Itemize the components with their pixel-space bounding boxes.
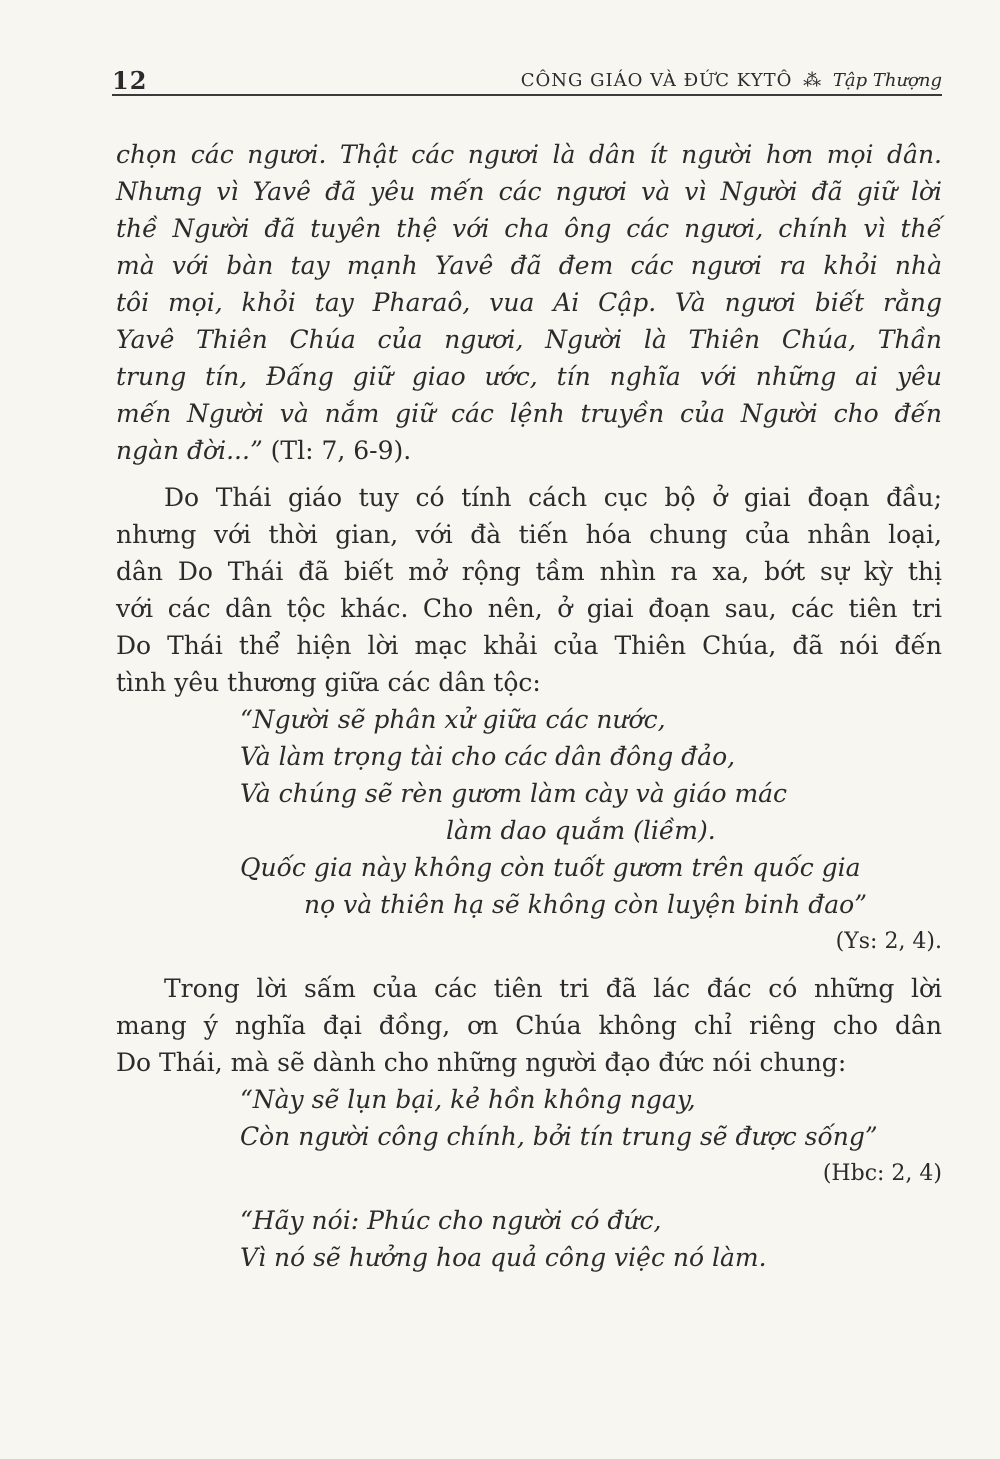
citation: (Tl: 7, 6-9). [262,436,412,465]
verse-block-1 [116,701,942,960]
page-number: 12 [112,66,148,95]
text-line: chọn các ngươi. Thật các ngươi là dân ít người hơn mọi dân. [116,140,942,169]
running-title: CÔNG GIÁO VÀ ĐỨC KYTÔ [520,70,793,91]
verse-line: “Này sẽ lụn bại, kẻ hồn không ngay, [240,1085,696,1114]
verse-line: Còn người công chính, bởi tín trung sẽ được sống” [240,1122,878,1151]
verse-line: “Người sẽ phân xử giữa các nước, [240,705,666,734]
text-line: nhưng với thời gian, với đà tiến hóa chung của nhân loại, [116,520,942,549]
volume-label: Tập Thượng [832,70,942,91]
verse-block-3 [116,1202,942,1276]
text-line: tình yêu thương giữa các dân tộc: [116,668,541,697]
text-line: thề Người đã tuyên thệ với cha ông các ngươi, chính vì thế [116,214,942,243]
page-header [112,60,942,96]
text-line: Trong lời sấm của các tiên tri đã lác đác có những lời [164,974,942,1003]
verse-line: Vì nó sẽ hưởng hoa quả công việc nó làm. [240,1243,767,1272]
paragraph-1 [116,479,942,701]
text-line: tôi mọi, khỏi tay Pharaô, vua Ai Cập. Và ngươi biết rằng [116,288,942,317]
text-line: Nhưng vì Yavê đã yêu mến các ngươi và vì Người đã giữ lời [116,177,942,206]
quote-end: ngàn đời...” [116,436,263,465]
verse-block-2 [116,1081,942,1192]
paragraph-2 [116,970,942,1081]
text-line: Do Thái thể hiện lời mạc khải của Thiên Chúa, đã nói đến [116,631,942,660]
text-line: với các dân tộc khác. Cho nên, ở giai đoạn sau, các tiên tri [116,594,942,623]
verse-line: “Hãy nói: Phúc cho người có đức, [240,1206,662,1235]
verse-reference: (Hbc: 2, 4) [822,1161,942,1186]
text-line: Do Thái giáo tuy có tính cách cục bộ ở giai đoạn đầu; [164,483,942,512]
text-line: mến Người và nắm giữ các lệnh truyền của Người cho đến [116,399,942,428]
text-line: Do Thái, mà sẽ dành cho những người đạo đức nói chung: [116,1048,847,1077]
verse-line: nọ và thiên hạ sẽ không còn luyện binh đao” [304,890,867,919]
header-divider [112,94,942,96]
running-head [521,70,942,91]
text-line [116,432,942,469]
quote-block-1 [116,136,942,469]
ornament-icon: ⁂ [803,70,823,91]
verse-line: làm dao quắm (liềm). [446,816,716,845]
text-line: trung tín, Đấng giữ giao ước, tín nghĩa với những ai yêu [116,362,942,391]
text-line: mang ý nghĩa đại đồng, ơn Chúa không chỉ riêng cho dân [116,1011,942,1040]
verse-line: Và chúng sẽ rèn gươm làm cày và giáo mác [240,779,788,808]
text-line: dân Do Thái đã biết mở rộng tầm nhìn ra xa, bớt sự kỳ thị [116,557,942,586]
page-body [116,136,942,1276]
verse-line: Và làm trọng tài cho các dân đông đảo, [240,742,736,771]
text-line: Yavê Thiên Chúa của ngươi, Người là Thiên Chúa, Thần [116,325,942,354]
text-line: mà với bàn tay mạnh Yavê đã đem các ngươi ra khỏi nhà [116,251,942,280]
verse-line: Quốc gia này không còn tuốt gươm trên quốc gia [240,853,861,882]
verse-reference: (Ys: 2, 4). [835,929,942,954]
